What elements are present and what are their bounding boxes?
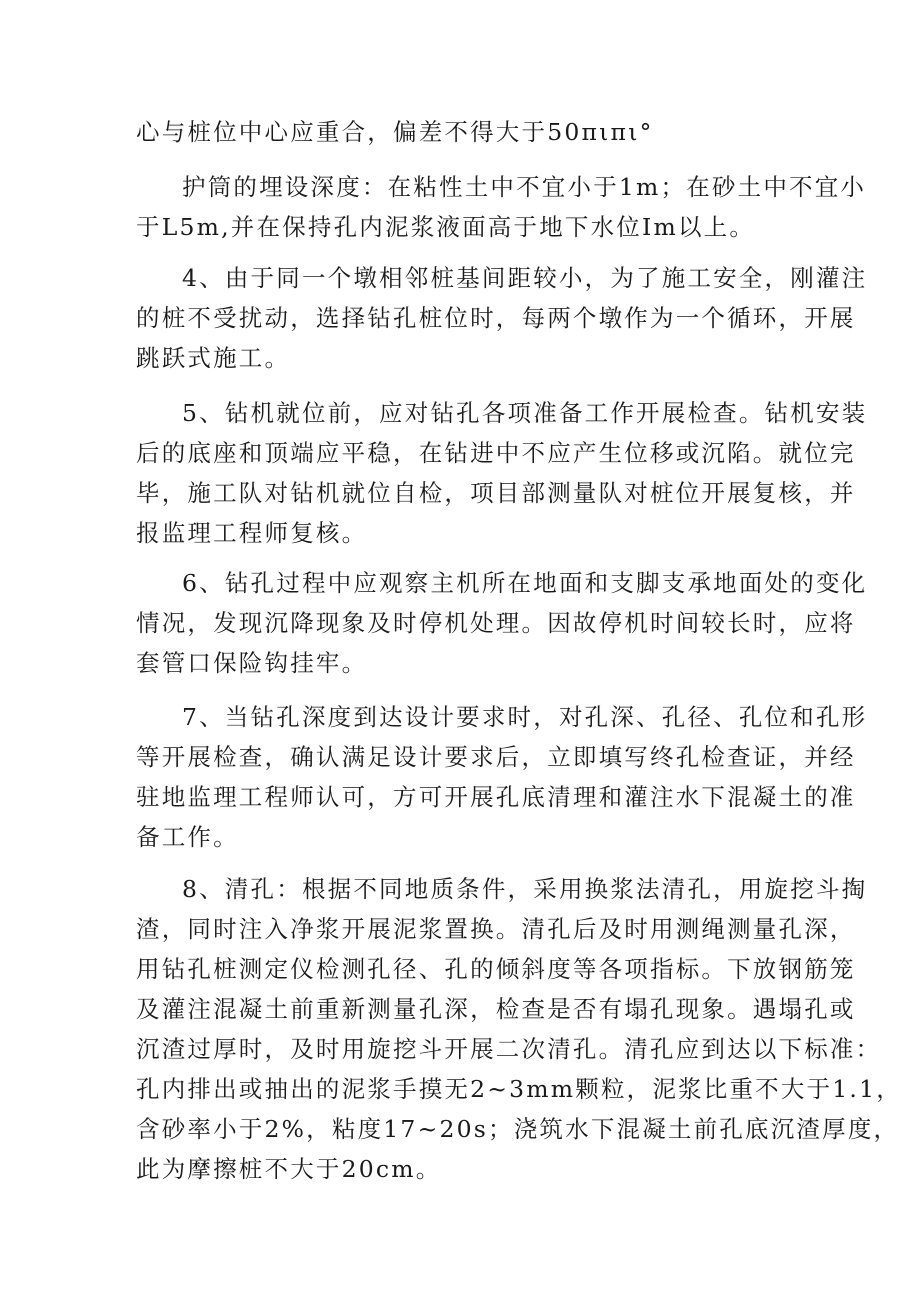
text-line: 心与桩位中心应重合，偏差不得大于50πιπι°	[136, 118, 654, 146]
text-line: 8、清孔：根据不同地质条件，采用换浆法清孔，用旋挖斗掏	[182, 875, 868, 903]
text-line: 驻地监理工程师认可，方可开展孔底清理和灌注水下混凝土的准	[136, 783, 856, 811]
text-line: 毕，施工队对钻机就位自检，项目部测量队对桩位开展复核，并	[136, 479, 856, 507]
paragraph-item-6	[136, 563, 868, 683]
text-line: 含砂率小于2%，粘度17~20s；浇筑水下混凝土前孔底沉渣厚度，	[136, 1115, 900, 1143]
text-line: 5、钻机就位前，应对钻孔各项准备工作开展检查。钻机安装	[182, 399, 868, 427]
text-line: 情况，发现沉降现象及时停机处理。因故停机时间较长时，应将	[136, 609, 856, 637]
paragraph-item-5	[136, 393, 868, 553]
paragraph-item-4	[136, 258, 868, 378]
text-line: 沉渣过厚时，及时用旋挖斗开展二次清孔。清孔应到达以下标准：	[136, 1035, 882, 1063]
text-line: 孔内排出或抽出的泥浆手摸无2~3mm颗粒，泥浆比重不大于1.1，	[136, 1075, 902, 1103]
paragraph-casing-depth	[136, 167, 867, 247]
text-line: 等开展检查，确认满足设计要求后，立即填写终孔检查证，并经	[136, 743, 856, 771]
text-line: 渣，同时注入净浆开展泥浆置换。清孔后及时用测绳测量孔深，	[136, 915, 856, 943]
text-line: 跳跃式施工。	[136, 344, 291, 372]
paragraph-item-7	[136, 697, 868, 857]
text-line: 的桩不受扰动，选择钻孔桩位时，每两个墩作为一个循环，开展	[136, 304, 856, 332]
paragraph-item-8	[136, 869, 902, 1189]
text-line: 此为摩擦桩不大于20cm。	[136, 1155, 442, 1183]
text-line: 4、由于同一个墩相邻桩基间距较小，为了施工安全，刚灌注	[182, 264, 868, 292]
text-line: 后的底座和顶端应平稳，在钻进中不应产生位移或沉陷。就位完	[136, 439, 856, 467]
text-line: 用钻孔桩测定仪检测孔径、孔的倾斜度等各项指标。下放钢筋笼	[136, 955, 856, 983]
text-line: 备工作。	[136, 823, 239, 851]
text-line: 6、钻孔过程中应观察主机所在地面和支脚支承地面处的变化	[182, 569, 868, 597]
text-line: 于L5m,并在保持孔内泥浆液面高于地下水位Im以上。	[136, 213, 756, 241]
text-line: 报监理工程师复核。	[136, 519, 368, 547]
paragraph-pile-center-tolerance	[136, 112, 796, 152]
text-line: 套管口保险钩挂牢。	[136, 649, 368, 677]
text-line: 护筒的埋设深度：在粘性土中不宜小于1m；在砂土中不宜小	[182, 173, 867, 201]
text-line: 及灌注混凝土前重新测量孔深，检查是否有塌孔现象。遇塌孔或	[136, 995, 856, 1023]
text-line: 7、当钻孔深度到达设计要求时，对孔深、孔径、孔位和孔形	[182, 703, 868, 731]
